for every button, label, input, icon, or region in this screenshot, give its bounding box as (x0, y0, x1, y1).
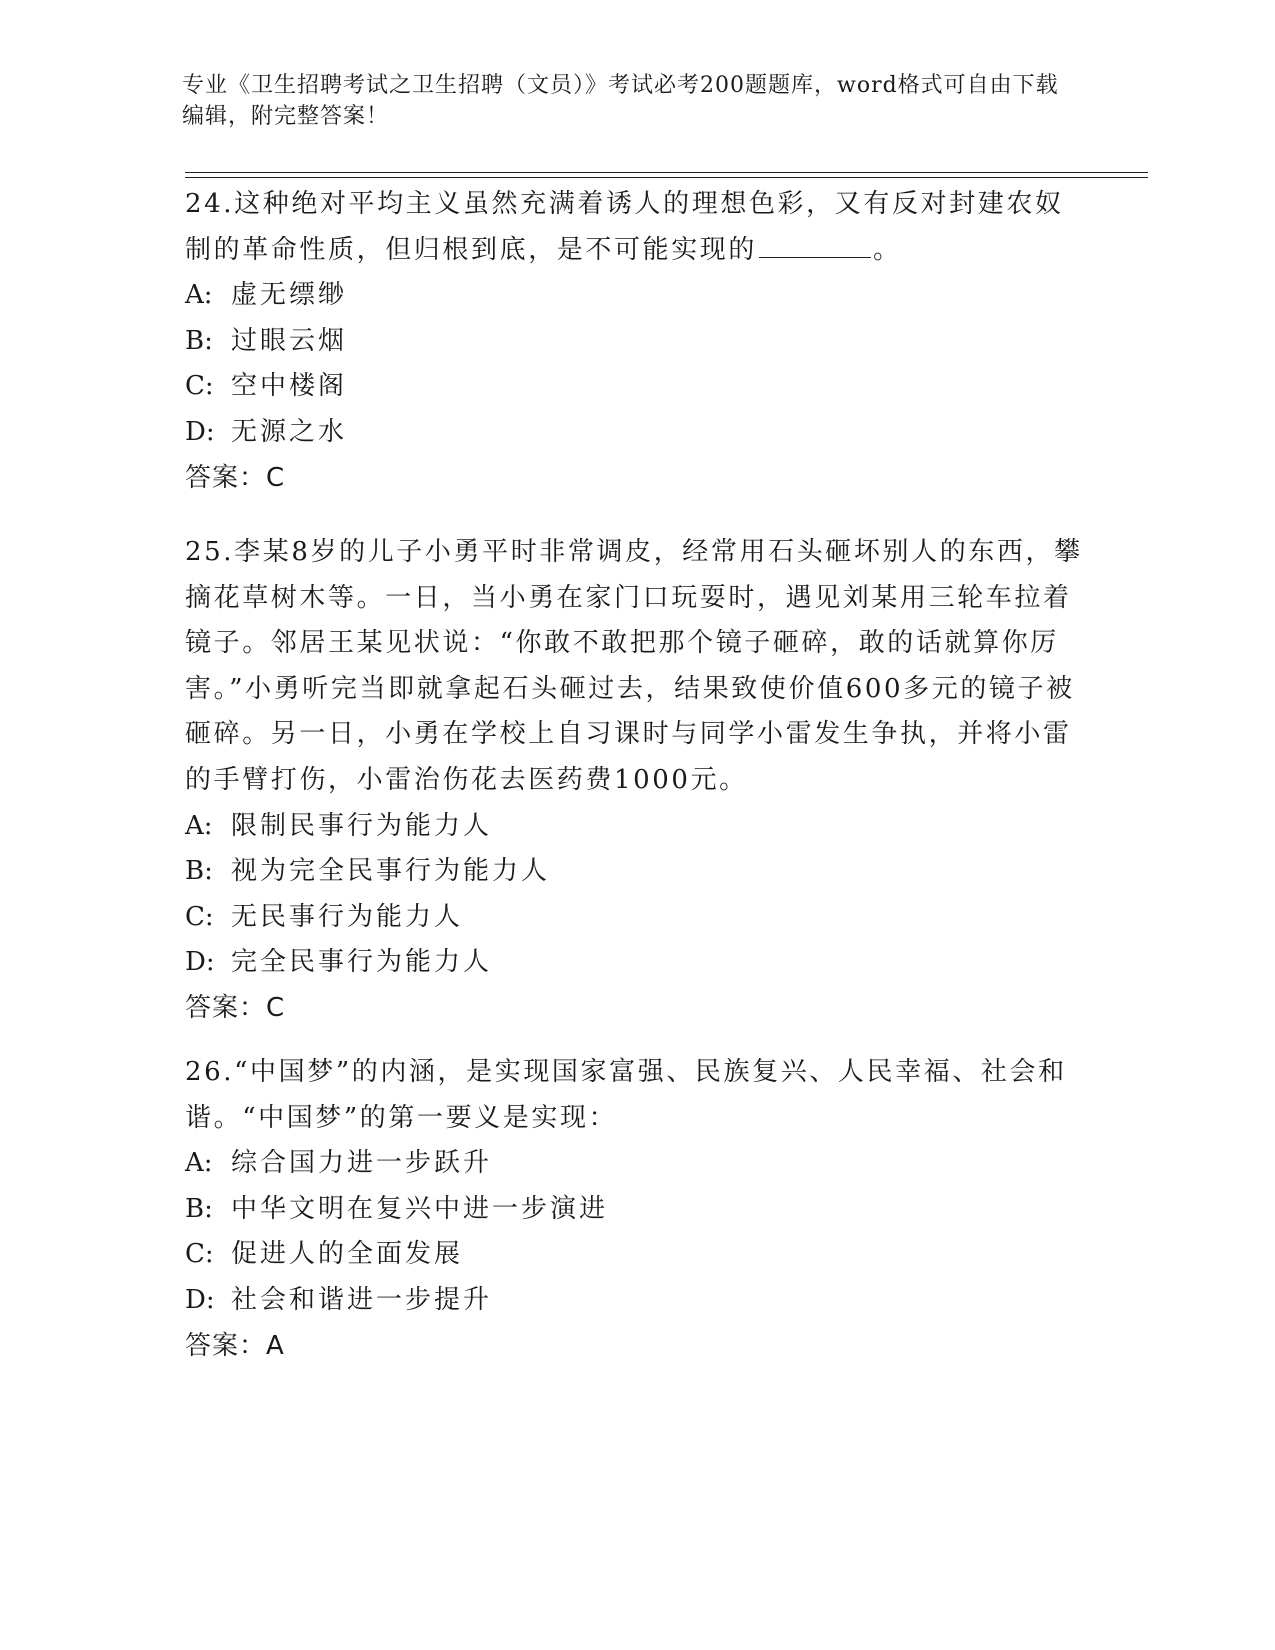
option-text: 空中楼阁 (231, 371, 348, 402)
option-a (185, 273, 1085, 319)
option-key: B: (185, 325, 213, 356)
answer-line: 答案：A (185, 1330, 285, 1361)
option-key: C: (185, 371, 214, 402)
option-a (185, 1141, 1085, 1187)
question-stem: 26.“中国梦”的内涵，是实现国家富强、民族复兴、人民幸福、社会和谐。“中国梦”的第一要义是实现： (185, 1057, 1067, 1133)
question-25 (185, 530, 1085, 1032)
option-text: 促进人的全面发展 (231, 1239, 464, 1270)
option-text: 完全民事行为能力人 (231, 947, 493, 978)
document-header: 专业《卫生招聘考试之卫生招聘（文员）》考试必考200题题库，word格式可自由下载编辑，附完整答案！ (182, 73, 1059, 129)
answer-line: 答案：C (185, 462, 286, 493)
option-c (185, 895, 1085, 941)
question-stem (185, 182, 1085, 273)
option-c (185, 1232, 1085, 1278)
option-b (185, 319, 1085, 365)
option-a (185, 804, 1085, 850)
option-key: D: (185, 1284, 215, 1315)
option-key: C: (185, 1239, 214, 1270)
question-stem: 25.李某8岁的儿子小勇平时非常调皮，经常用石头砸坏别人的东西，攀摘花草树木等。一日，当小勇在家门口玩耍时，遇见刘某用三轮车拉着镜子。邻居王某见状说：“你敢不敢把那个镜子砸碎，敢的话就算你厉害。”小勇听完当即就拿起石头砸过去，结果致使价值600多元的镜子被砸碎。另一日，小勇在学校上自习课时与同学小雷发生争执，并将小雷的手臂打伤，小雷治伤花去医药费1000元。 (185, 537, 1083, 795)
option-d (185, 410, 1085, 456)
option-key: D: (185, 416, 215, 447)
option-text: 虚无缥缈 (231, 280, 348, 311)
header-divider-line-secondary (185, 177, 1148, 178)
option-d (185, 1278, 1085, 1324)
option-key: A: (185, 280, 213, 311)
option-key: D: (185, 947, 215, 978)
option-d (185, 940, 1085, 986)
option-key: C: (185, 901, 214, 932)
option-text: 社会和谐进一步提升 (231, 1284, 493, 1315)
option-text: 中华文明在复兴中进一步演进 (231, 1193, 609, 1224)
option-b (185, 1187, 1085, 1233)
option-text: 综合国力进一步跃升 (231, 1148, 493, 1179)
option-text: 过眼云烟 (231, 325, 348, 356)
option-c (185, 364, 1085, 410)
option-text: 视为完全民事行为能力人 (231, 856, 551, 887)
answer-blank (759, 235, 871, 258)
option-text: 无民事行为能力人 (231, 901, 464, 932)
option-b (185, 849, 1085, 895)
option-key: A: (185, 810, 213, 841)
question-stem-text: 24.这种绝对平均主义虽然充满着诱人的理想色彩，又有反对封建农奴制的革命性质，但归根到底，是不可能实现的 (185, 189, 1064, 265)
option-text: 限制民事行为能力人 (231, 810, 493, 841)
option-key: B: (185, 856, 213, 887)
question-24 (185, 182, 1085, 501)
header-divider-line (185, 172, 1148, 173)
option-key: B: (185, 1193, 213, 1224)
question-26 (185, 1050, 1085, 1369)
option-key: A: (185, 1148, 213, 1179)
option-text: 无源之水 (231, 416, 348, 447)
question-stem-end: 。 (873, 234, 902, 265)
answer-line: 答案：C (185, 992, 286, 1023)
